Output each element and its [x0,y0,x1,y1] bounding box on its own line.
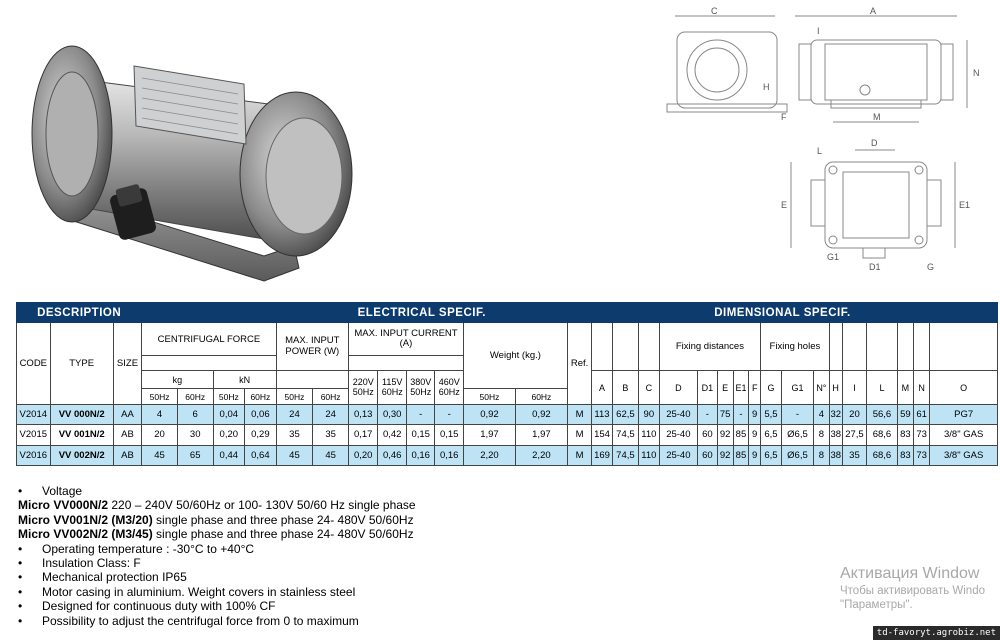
header-code: CODE [17,323,51,404]
header-ref: Ref. [567,323,591,404]
watermark-line-2: "Параметры". [840,599,913,611]
note-item: • Mechanical protection IP65 [18,570,187,585]
note-item: • Motor casing in aluminium. Weight covers in stainless steel [18,584,356,599]
drawing-label-d: D [871,138,878,148]
windows-activation-watermark [840,565,985,611]
header-max-input-power: MAX. INPUT POWER (W) [276,323,348,371]
note-item: • Designed for continuous duty with 100% CF [18,599,276,614]
drawing-label-l: L [817,146,823,156]
drawing-label-c: C [711,6,718,16]
header-dim-n: N [914,371,930,405]
dimensional-drawings [655,4,1000,274]
section-description: DESCRIPTION [17,303,142,323]
watermark-line-1: Чтобы активировать Windo [840,585,985,597]
header-kn-60hz: 60Hz [245,389,277,405]
vibrator-motor-photo [14,6,364,296]
header-dim-o: O [930,371,998,405]
drawing-label-e: E [781,200,788,210]
header-kg: kg [142,371,213,389]
header-dim-c: C [639,371,659,405]
header-kg-50hz: 50Hz [142,389,178,405]
header-fixing-distances: Fixing distances [659,323,761,371]
table-row: V2014 VV 000N/2 AA 4 6 0,04 0,06 24 24 0,13 0,30 - - 0,92 0,92 M 113 62,5 90 25-40 - 75 - 9 5,5 - 4 32 20 56,6 59 61 PG7 [17,404,998,424]
note-model-001: Micro VV001N/2 (M3/20) single phase and three phase 24- 480V 50/60Hz [18,512,414,527]
site-tag: td-favoryt.agrobiz.net [873,626,1000,640]
section-electrical: ELECTRICAL SPECIF. [276,303,567,323]
note-item: • Operating temperature : -30°C to +40°C [18,541,255,556]
drawing-label-g: G [927,262,935,272]
drawing-label-m: M [873,112,881,122]
watermark-title: Активация Window [840,565,980,582]
header-dim-a: A [592,371,612,405]
header-volt-380: 380V 50Hz [406,371,435,405]
drawing-label-a: A [870,6,877,16]
header-kn: kN [213,371,276,389]
header-kg-60hz: 60Hz [177,389,213,405]
header-dim-d: D [659,371,698,405]
spec-table [16,302,998,466]
header-dim-h: H [829,371,842,405]
header-power-50hz: 50Hz [276,389,313,405]
bullet: • [18,484,23,498]
header-kn-50hz: 50Hz [213,389,245,405]
header-dim-b: B [612,371,638,405]
header-dim-d1: D1 [698,371,717,405]
drawing-label-n: N [973,68,980,78]
header-size: SIZE [113,323,142,404]
header-dim-e: E [717,371,733,405]
drawing-label-i: I [817,26,820,36]
header-volt-460: 460V 60Hz [435,371,464,405]
spec-notes [18,484,738,628]
header-dim-m: M [897,371,913,405]
header-dim-f: F [749,371,761,405]
header-centrifugal-force: CENTRIFUGAL FORCE [142,323,276,355]
header-volt-115: 115V 60Hz [378,371,407,405]
header-dim-i: I [842,371,866,405]
drawing-label-e1: E1 [959,200,971,210]
header-volt-220: 220V 50Hz [348,371,378,405]
header-fixing-holes: Fixing holes [761,323,829,371]
note-item: • Possibility to adjust the centrifugal force from 0 to maximum [18,613,359,628]
header-max-input-current: MAX. INPUT CURRENT (A) [348,323,463,355]
header-dim-g1: G1 [781,371,814,405]
header-weight-50hz: 50Hz [463,389,515,405]
drawing-label-g1: G1 [827,252,840,262]
header-weight-60hz: 60Hz [515,389,567,405]
header-type: TYPE [50,323,113,404]
table-row: V2016 VV 002N/2 AB 45 65 0,44 0,64 45 45 0,20 0,46 0,16 0,16 2,20 2,20 M 169 74,5 110 25-40 60 92 85 9 6,5 Ø6,5 8 38 35 68,6 83 73 3/8" GAS [17,445,998,465]
drawing-label-h: H [763,82,770,92]
section-dimensional: DIMENSIONAL SPECIF. [567,303,997,323]
section-header-row [17,303,998,323]
drawing-label-f: F [781,112,787,122]
note-voltage: • Voltage [18,484,83,498]
header-dim-e1: E1 [733,371,748,405]
header-dim-l: L [867,371,898,405]
header-power-60hz: 60Hz [313,389,349,405]
note-model-000: Micro VV000N/2 220 – 240V 50/60Hz or 100- 130V 50/60 Hz single phase [18,498,416,513]
header-weight: Weight (kg.) [463,323,567,389]
header-dim-n-deg: N° [814,371,829,405]
drawing-label-d1: D1 [869,262,881,272]
note-item: • Insulation Class: F [18,556,141,571]
table-row: V2015 VV 001N/2 AB 20 30 0,20 0,29 35 35 0,17 0,42 0,15 0,15 1,97 1,97 M 154 74,5 110 25-40 60 92 85 9 6,5 Ø6,5 8 38 27,5 68,6 83 73 3/8" GAS [17,425,998,445]
note-model-002: Micro VV002N/2 (M3/45) single phase and three phase 24- 480V 50/60Hz [18,527,414,542]
header-dim-g: G [761,371,781,405]
